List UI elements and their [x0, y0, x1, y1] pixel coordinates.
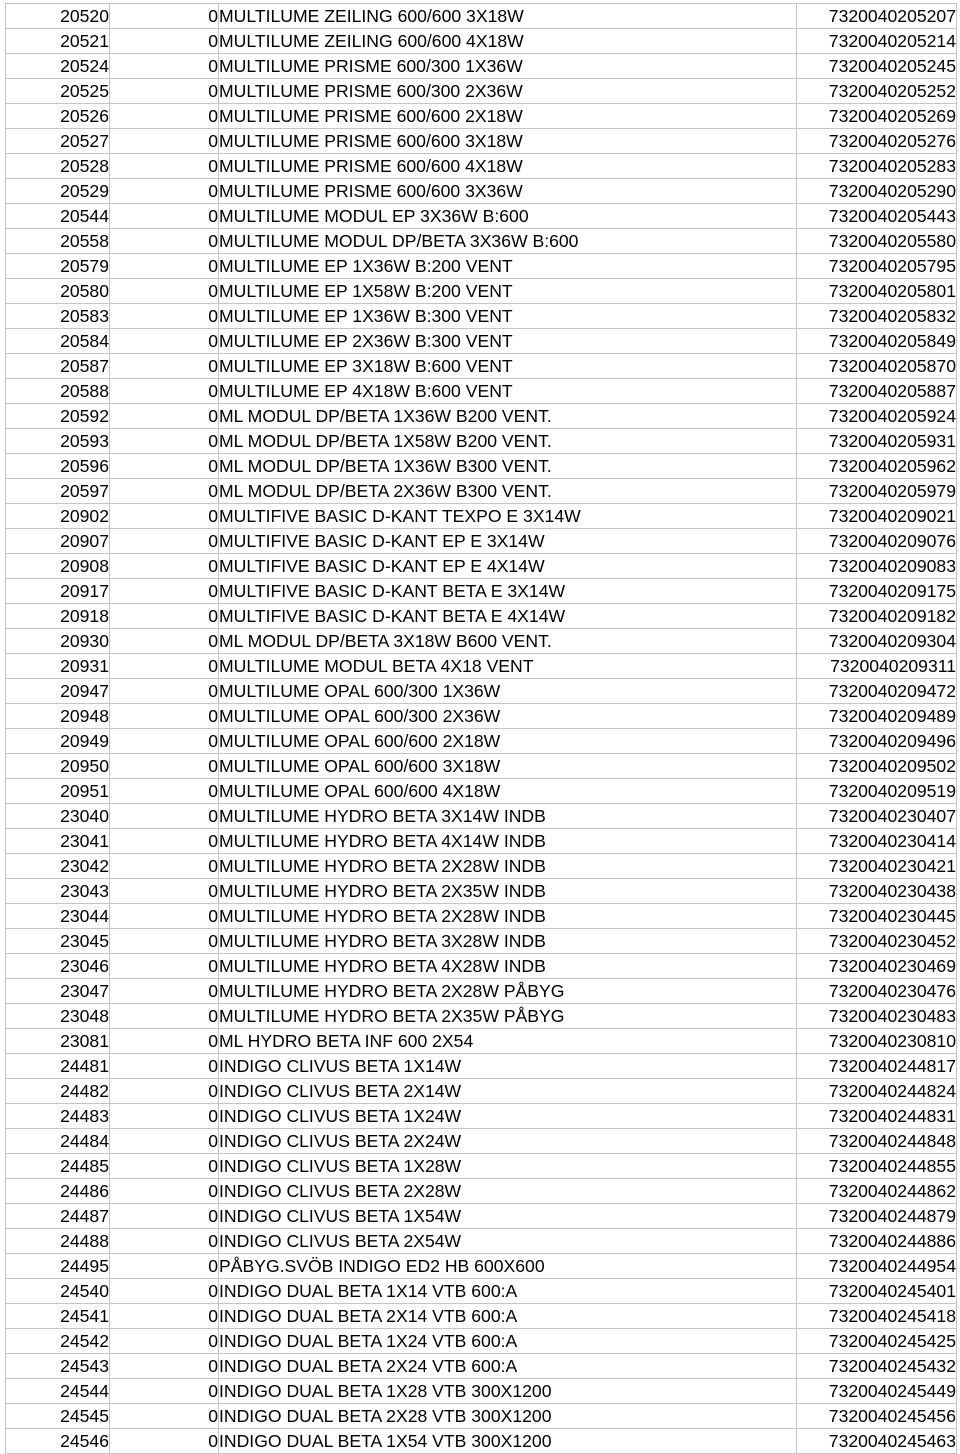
quantity-cell: 0 [110, 904, 219, 929]
table-row [6, 1279, 957, 1304]
quantity-cell: 0 [110, 704, 219, 729]
article-number-cell: 20584 [6, 329, 110, 354]
quantity-cell: 0 [110, 554, 219, 579]
article-number-cell: 24487 [6, 1204, 110, 1229]
table-row [6, 654, 957, 679]
ean-code-cell: 7320040244879 [797, 1204, 957, 1229]
description-cell: INDIGO CLIVUS BETA 2X24W [219, 1129, 797, 1154]
quantity-cell: 0 [110, 529, 219, 554]
article-number-cell: 20579 [6, 254, 110, 279]
ean-code-cell: 7320040209502 [797, 754, 957, 779]
table-row [6, 704, 957, 729]
table-row [6, 129, 957, 154]
ean-code-cell: 7320040230483 [797, 1004, 957, 1029]
description-cell: INDIGO DUAL BETA 1X14 VTB 600:A [219, 1279, 797, 1304]
quantity-cell: 0 [110, 1154, 219, 1179]
description-cell: MULTILUME EP 2X36W B:300 VENT [219, 329, 797, 354]
description-cell: MULTILUME HYDRO BETA 2X28W PÅBYG [219, 979, 797, 1004]
article-number-cell: 23045 [6, 929, 110, 954]
article-number-cell: 23048 [6, 1004, 110, 1029]
table-row [6, 779, 957, 804]
quantity-cell: 0 [110, 979, 219, 1004]
quantity-cell: 0 [110, 279, 219, 304]
description-cell: ML MODUL DP/BETA 1X36W B200 VENT. [219, 404, 797, 429]
table-row [6, 1379, 957, 1404]
description-cell: MULTILUME EP 1X58W B:200 VENT [219, 279, 797, 304]
article-number-cell: 20950 [6, 754, 110, 779]
ean-code-cell: 7320040205979 [797, 479, 957, 504]
ean-code-cell: 7320040245425 [797, 1329, 957, 1354]
table-row [6, 1104, 957, 1129]
article-number-cell: 24481 [6, 1054, 110, 1079]
ean-code-cell: 7320040245449 [797, 1379, 957, 1404]
article-number-cell: 23047 [6, 979, 110, 1004]
article-number-cell: 20596 [6, 454, 110, 479]
ean-code-cell: 7320040205580 [797, 229, 957, 254]
article-number-cell: 20524 [6, 54, 110, 79]
article-number-cell: 20930 [6, 629, 110, 654]
ean-code-cell: 7320040205245 [797, 54, 957, 79]
ean-code-cell: 7320040230407 [797, 804, 957, 829]
quantity-cell: 0 [110, 479, 219, 504]
quantity-cell: 0 [110, 129, 219, 154]
ean-code-cell: 7320040244817 [797, 1054, 957, 1079]
quantity-cell: 0 [110, 1329, 219, 1354]
article-number-cell: 20902 [6, 504, 110, 529]
description-cell: MULTILUME EP 4X18W B:600 VENT [219, 379, 797, 404]
article-number-cell: 20526 [6, 104, 110, 129]
article-number-cell: 24495 [6, 1254, 110, 1279]
ean-code-cell: 7320040244848 [797, 1129, 957, 1154]
article-number-cell: 24542 [6, 1329, 110, 1354]
quantity-cell: 0 [110, 329, 219, 354]
ean-code-cell: 7320040245432 [797, 1354, 957, 1379]
ean-code-cell: 7320040244954 [797, 1254, 957, 1279]
quantity-cell: 0 [110, 29, 219, 54]
quantity-cell: 0 [110, 1054, 219, 1079]
ean-code-cell: 7320040209076 [797, 529, 957, 554]
quantity-cell: 0 [110, 4, 219, 29]
table-row [6, 429, 957, 454]
description-cell: MULTIFIVE BASIC D-KANT EP E 3X14W [219, 529, 797, 554]
description-cell: MULTILUME PRISME 600/600 4X18W [219, 154, 797, 179]
description-cell: MULTILUME PRISME 600/600 3X18W [219, 129, 797, 154]
table-row [6, 1179, 957, 1204]
article-number-cell: 20583 [6, 304, 110, 329]
quantity-cell: 0 [110, 854, 219, 879]
article-number-cell: 20597 [6, 479, 110, 504]
table-row [6, 554, 957, 579]
description-cell: MULTILUME OPAL 600/600 2X18W [219, 729, 797, 754]
quantity-cell: 0 [110, 379, 219, 404]
table-row [6, 29, 957, 54]
article-number-cell: 20544 [6, 204, 110, 229]
table-row [6, 1154, 957, 1179]
ean-code-cell: 7320040205207 [797, 4, 957, 29]
ean-code-cell: 7320040245463 [797, 1429, 957, 1454]
article-number-cell: 24482 [6, 1079, 110, 1104]
description-cell: MULTILUME HYDRO BETA 2X28W INDB [219, 854, 797, 879]
quantity-cell: 0 [110, 754, 219, 779]
ean-code-cell: 7320040205214 [797, 29, 957, 54]
description-cell: MULTILUME OPAL 600/300 1X36W [219, 679, 797, 704]
description-cell: MULTILUME HYDRO BETA 3X28W INDB [219, 929, 797, 954]
description-cell: MULTILUME MODUL BETA 4X18 VENT [219, 654, 797, 679]
ean-code-cell: 7320040244831 [797, 1104, 957, 1129]
description-cell: MULTILUME MODUL DP/BETA 3X36W B:600 [219, 229, 797, 254]
description-cell: MULTIFIVE BASIC D-KANT EP E 4X14W [219, 554, 797, 579]
quantity-cell: 0 [110, 254, 219, 279]
table-row [6, 304, 957, 329]
quantity-cell: 0 [110, 1254, 219, 1279]
table-row [6, 379, 957, 404]
article-number-cell: 24485 [6, 1154, 110, 1179]
description-cell: MULTILUME OPAL 600/600 4X18W [219, 779, 797, 804]
table-row [6, 579, 957, 604]
description-cell: PÅBYG.SVÖB INDIGO ED2 HB 600X600 [219, 1254, 797, 1279]
table-row [6, 454, 957, 479]
description-cell: ML MODUL DP/BETA 3X18W B600 VENT. [219, 629, 797, 654]
table-row [6, 854, 957, 879]
ean-code-cell: 7320040209489 [797, 704, 957, 729]
table-row [6, 629, 957, 654]
ean-code-cell: 7320040244862 [797, 1179, 957, 1204]
table-row [6, 254, 957, 279]
quantity-cell: 0 [110, 54, 219, 79]
ean-code-cell: 7320040245401 [797, 1279, 957, 1304]
quantity-cell: 0 [110, 879, 219, 904]
description-cell: MULTILUME EP 1X36W B:200 VENT [219, 254, 797, 279]
ean-code-cell: 7320040205849 [797, 329, 957, 354]
description-cell: MULTILUME ZEILING 600/600 4X18W [219, 29, 797, 54]
description-cell: INDIGO DUAL BETA 1X24 VTB 600:A [219, 1329, 797, 1354]
article-number-cell: 24484 [6, 1129, 110, 1154]
description-cell: INDIGO CLIVUS BETA 1X54W [219, 1204, 797, 1229]
article-number-cell: 20587 [6, 354, 110, 379]
quantity-cell: 0 [110, 729, 219, 754]
ean-code-cell: 7320040205870 [797, 354, 957, 379]
table-row [6, 329, 957, 354]
table-row [6, 79, 957, 104]
ean-code-cell: 7320040244855 [797, 1154, 957, 1179]
ean-code-cell: 7320040205924 [797, 404, 957, 429]
article-number-cell: 23043 [6, 879, 110, 904]
article-number-cell: 20588 [6, 379, 110, 404]
table-row [6, 929, 957, 954]
description-cell: INDIGO DUAL BETA 2X24 VTB 600:A [219, 1354, 797, 1379]
table-row [6, 204, 957, 229]
quantity-cell: 0 [110, 654, 219, 679]
article-number-cell: 20947 [6, 679, 110, 704]
description-cell: INDIGO CLIVUS BETA 2X54W [219, 1229, 797, 1254]
table-row [6, 1304, 957, 1329]
description-cell: INDIGO CLIVUS BETA 1X14W [219, 1054, 797, 1079]
ean-code-cell: 7320040209083 [797, 554, 957, 579]
description-cell: MULTILUME HYDRO BETA 4X14W INDB [219, 829, 797, 854]
ean-code-cell: 7320040205795 [797, 254, 957, 279]
description-cell: MULTILUME HYDRO BETA 2X35W PÅBYG [219, 1004, 797, 1029]
table-row [6, 1029, 957, 1054]
table-row [6, 729, 957, 754]
description-cell: MULTILUME HYDRO BETA 3X14W INDB [219, 804, 797, 829]
ean-code-cell: 7320040230469 [797, 954, 957, 979]
ean-code-cell: 7320040209472 [797, 679, 957, 704]
quantity-cell: 0 [110, 1179, 219, 1204]
article-number-cell: 20521 [6, 29, 110, 54]
table-row [6, 1329, 957, 1354]
table-row [6, 829, 957, 854]
table-row [6, 1229, 957, 1254]
table-row [6, 1079, 957, 1104]
table-row [6, 504, 957, 529]
ean-code-cell: 7320040209021 [797, 504, 957, 529]
description-cell: MULTILUME HYDRO BETA 2X28W INDB [219, 904, 797, 929]
description-cell: MULTILUME PRISME 600/300 1X36W [219, 54, 797, 79]
quantity-cell: 0 [110, 404, 219, 429]
ean-code-cell: 7320040205283 [797, 154, 957, 179]
ean-code-cell: 7320040230414 [797, 829, 957, 854]
table-row [6, 179, 957, 204]
quantity-cell: 0 [110, 1379, 219, 1404]
description-cell: INDIGO DUAL BETA 2X28 VTB 300X1200 [219, 1404, 797, 1429]
ean-code-cell: 7320040209311 [797, 654, 957, 679]
description-cell: INDIGO CLIVUS BETA 2X28W [219, 1179, 797, 1204]
article-number-cell: 20948 [6, 704, 110, 729]
description-cell: MULTIFIVE BASIC D-KANT TEXPO E 3X14W [219, 504, 797, 529]
description-cell: MULTILUME EP 3X18W B:600 VENT [219, 354, 797, 379]
quantity-cell: 0 [110, 1404, 219, 1429]
article-number-cell: 24546 [6, 1429, 110, 1454]
article-number-cell: 20908 [6, 554, 110, 579]
article-number-cell: 23046 [6, 954, 110, 979]
article-number-cell: 24488 [6, 1229, 110, 1254]
article-number-cell: 20520 [6, 4, 110, 29]
ean-code-cell: 7320040205832 [797, 304, 957, 329]
article-number-cell: 20525 [6, 79, 110, 104]
quantity-cell: 0 [110, 629, 219, 654]
quantity-cell: 0 [110, 679, 219, 704]
article-number-cell: 23041 [6, 829, 110, 854]
article-number-cell: 23040 [6, 804, 110, 829]
table-row [6, 404, 957, 429]
article-number-cell: 20931 [6, 654, 110, 679]
quantity-cell: 0 [110, 304, 219, 329]
quantity-cell: 0 [110, 1004, 219, 1029]
quantity-cell: 0 [110, 1079, 219, 1104]
description-cell: INDIGO DUAL BETA 2X14 VTB 600:A [219, 1304, 797, 1329]
description-cell: MULTILUME PRISME 600/600 3X36W [219, 179, 797, 204]
description-cell: MULTILUME OPAL 600/600 3X18W [219, 754, 797, 779]
table-row [6, 4, 957, 29]
quantity-cell: 0 [110, 454, 219, 479]
description-cell: MULTILUME PRISME 600/300 2X36W [219, 79, 797, 104]
ean-code-cell: 7320040244824 [797, 1079, 957, 1104]
ean-code-cell: 7320040205290 [797, 179, 957, 204]
description-cell: ML MODUL DP/BETA 1X36W B300 VENT. [219, 454, 797, 479]
ean-code-cell: 7320040230445 [797, 904, 957, 929]
quantity-cell: 0 [110, 1129, 219, 1154]
ean-code-cell: 7320040205801 [797, 279, 957, 304]
description-cell: INDIGO DUAL BETA 1X54 VTB 300X1200 [219, 1429, 797, 1454]
article-number-cell: 24541 [6, 1304, 110, 1329]
quantity-cell: 0 [110, 354, 219, 379]
table-row [6, 1429, 957, 1454]
article-number-cell: 20529 [6, 179, 110, 204]
article-number-cell: 20558 [6, 229, 110, 254]
ean-code-cell: 7320040245418 [797, 1304, 957, 1329]
quantity-cell: 0 [110, 1029, 219, 1054]
table-row [6, 604, 957, 629]
ean-code-cell: 7320040205443 [797, 204, 957, 229]
table-row [6, 1004, 957, 1029]
product-table-body [6, 4, 957, 1454]
quantity-cell: 0 [110, 79, 219, 104]
table-row [6, 979, 957, 1004]
ean-code-cell: 7320040205931 [797, 429, 957, 454]
description-cell: INDIGO CLIVUS BETA 1X24W [219, 1104, 797, 1129]
table-row [6, 279, 957, 304]
table-row [6, 1129, 957, 1154]
table-row [6, 879, 957, 904]
ean-code-cell: 7320040205276 [797, 129, 957, 154]
table-row [6, 1204, 957, 1229]
quantity-cell: 0 [110, 1304, 219, 1329]
table-row [6, 529, 957, 554]
description-cell: MULTILUME EP 1X36W B:300 VENT [219, 304, 797, 329]
article-number-cell: 23081 [6, 1029, 110, 1054]
table-row [6, 229, 957, 254]
table-row [6, 1354, 957, 1379]
article-number-cell: 20527 [6, 129, 110, 154]
description-cell: INDIGO CLIVUS BETA 2X14W [219, 1079, 797, 1104]
article-number-cell: 20528 [6, 154, 110, 179]
quantity-cell: 0 [110, 804, 219, 829]
ean-code-cell: 7320040205887 [797, 379, 957, 404]
description-cell: ML MODUL DP/BETA 2X36W B300 VENT. [219, 479, 797, 504]
ean-code-cell: 7320040209496 [797, 729, 957, 754]
article-number-cell: 20593 [6, 429, 110, 454]
table-row [6, 1254, 957, 1279]
quantity-cell: 0 [110, 504, 219, 529]
quantity-cell: 0 [110, 1429, 219, 1454]
ean-code-cell: 7320040230438 [797, 879, 957, 904]
quantity-cell: 0 [110, 429, 219, 454]
description-cell: MULTIFIVE BASIC D-KANT BETA E 4X14W [219, 604, 797, 629]
table-row [6, 804, 957, 829]
ean-code-cell: 7320040205962 [797, 454, 957, 479]
description-cell: MULTIFIVE BASIC D-KANT BETA E 3X14W [219, 579, 797, 604]
ean-code-cell: 7320040230421 [797, 854, 957, 879]
description-cell: MULTILUME PRISME 600/600 2X18W [219, 104, 797, 129]
ean-code-cell: 7320040209519 [797, 779, 957, 804]
table-row [6, 54, 957, 79]
article-number-cell: 23044 [6, 904, 110, 929]
quantity-cell: 0 [110, 1204, 219, 1229]
article-number-cell: 20592 [6, 404, 110, 429]
article-number-cell: 24543 [6, 1354, 110, 1379]
description-cell: INDIGO DUAL BETA 1X28 VTB 300X1200 [219, 1379, 797, 1404]
description-cell: MULTILUME OPAL 600/300 2X36W [219, 704, 797, 729]
table-row [6, 354, 957, 379]
ean-code-cell: 7320040230476 [797, 979, 957, 1004]
table-row [6, 679, 957, 704]
ean-code-cell: 7320040205269 [797, 104, 957, 129]
description-cell: ML MODUL DP/BETA 1X58W B200 VENT. [219, 429, 797, 454]
article-number-cell: 24486 [6, 1179, 110, 1204]
ean-code-cell: 7320040230452 [797, 929, 957, 954]
quantity-cell: 0 [110, 104, 219, 129]
table-row [6, 104, 957, 129]
quantity-cell: 0 [110, 1354, 219, 1379]
article-number-cell: 20907 [6, 529, 110, 554]
description-cell: MULTILUME MODUL EP 3X36W B:600 [219, 204, 797, 229]
quantity-cell: 0 [110, 154, 219, 179]
description-cell: ML HYDRO BETA INF 600 2X54 [219, 1029, 797, 1054]
article-number-cell: 20918 [6, 604, 110, 629]
table-row [6, 1404, 957, 1429]
article-number-cell: 24544 [6, 1379, 110, 1404]
table-row [6, 154, 957, 179]
quantity-cell: 0 [110, 204, 219, 229]
article-number-cell: 24540 [6, 1279, 110, 1304]
article-number-cell: 24483 [6, 1104, 110, 1129]
article-number-cell: 24545 [6, 1404, 110, 1429]
quantity-cell: 0 [110, 229, 219, 254]
quantity-cell: 0 [110, 929, 219, 954]
ean-code-cell: 7320040205252 [797, 79, 957, 104]
table-row [6, 479, 957, 504]
description-cell: MULTILUME HYDRO BETA 4X28W INDB [219, 954, 797, 979]
table-row [6, 1054, 957, 1079]
quantity-cell: 0 [110, 1279, 219, 1304]
article-number-cell: 20951 [6, 779, 110, 804]
ean-code-cell: 7320040245456 [797, 1404, 957, 1429]
quantity-cell: 0 [110, 604, 219, 629]
ean-code-cell: 7320040209175 [797, 579, 957, 604]
article-number-cell: 20917 [6, 579, 110, 604]
article-number-cell: 23042 [6, 854, 110, 879]
quantity-cell: 0 [110, 1229, 219, 1254]
description-cell: MULTILUME ZEILING 600/600 3X18W [219, 4, 797, 29]
table-row [6, 754, 957, 779]
quantity-cell: 0 [110, 779, 219, 804]
quantity-cell: 0 [110, 579, 219, 604]
table-row [6, 954, 957, 979]
description-cell: MULTILUME HYDRO BETA 2X35W INDB [219, 879, 797, 904]
ean-code-cell: 7320040244886 [797, 1229, 957, 1254]
table-row [6, 904, 957, 929]
quantity-cell: 0 [110, 829, 219, 854]
quantity-cell: 0 [110, 179, 219, 204]
quantity-cell: 0 [110, 954, 219, 979]
ean-code-cell: 7320040230810 [797, 1029, 957, 1054]
ean-code-cell: 7320040209182 [797, 604, 957, 629]
product-table [5, 3, 957, 1454]
article-number-cell: 20949 [6, 729, 110, 754]
ean-code-cell: 7320040209304 [797, 629, 957, 654]
description-cell: INDIGO CLIVUS BETA 1X28W [219, 1154, 797, 1179]
quantity-cell: 0 [110, 1104, 219, 1129]
article-number-cell: 20580 [6, 279, 110, 304]
